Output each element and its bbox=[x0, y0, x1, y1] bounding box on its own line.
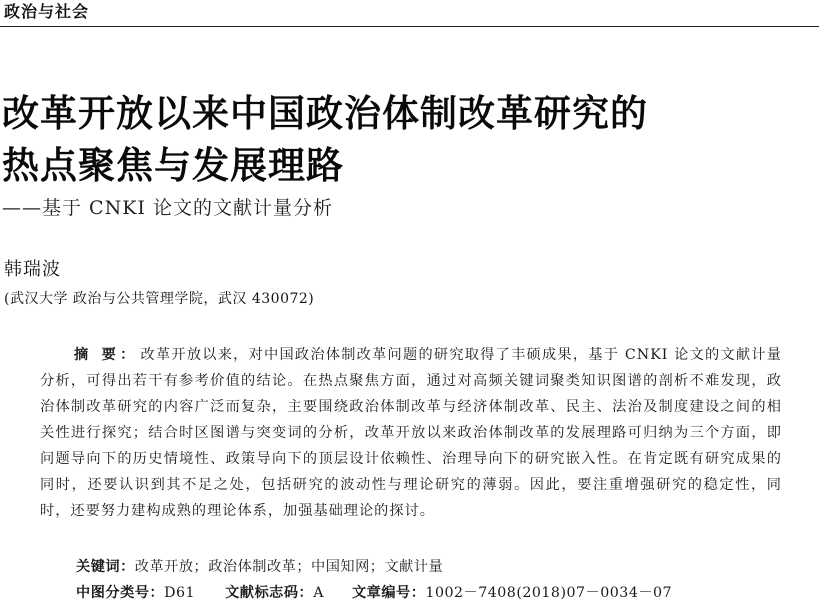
header-divider bbox=[0, 26, 819, 27]
author-name: 韩瑞波 bbox=[4, 259, 61, 280]
author-affiliation: (武汉大学 政治与公共管理学院，武汉 430072) bbox=[4, 291, 315, 307]
article-number-value: 1002－7408(2018)07－0034－07 bbox=[425, 585, 673, 601]
journal-header bbox=[0, 0, 819, 26]
clc-label: 中图分类号： bbox=[76, 585, 165, 601]
title-line-1: 改革开放以来中国政治体制改革研究的 bbox=[2, 92, 648, 135]
title-line-2: 热点聚焦与发展理路 bbox=[2, 144, 344, 187]
doc-code-value: A bbox=[313, 585, 324, 601]
abstract-label: 摘 要： bbox=[74, 347, 139, 363]
abstract bbox=[40, 342, 782, 524]
section-label: 政治与社会 bbox=[4, 2, 90, 21]
clc-value: D61 bbox=[164, 585, 196, 601]
article-number-label: 文章编号： bbox=[351, 585, 426, 601]
keywords-line bbox=[76, 556, 443, 578]
doc-code-label: 文献标志码： bbox=[225, 585, 314, 601]
article-subtitle: ——基于 CNKI 论文的文献计量分析 bbox=[2, 197, 333, 219]
keywords-label: 关键词： bbox=[76, 559, 135, 575]
keywords-text: 改革开放；政治体制改革；中国知网；文献计量 bbox=[134, 559, 444, 575]
article-title bbox=[2, 88, 814, 192]
abstract-text: 改革开放以来，对中国政治体制改革问题的研究取得了丰硕成果，基于 CNKI 论文的文献计量分析，可得出若干有参考价值的结论。在热点聚焦方面，通过对高频关键词聚类知识图谱的剖析不难发现，政治体制改革研究的内容广泛而复杂，主要围绕政治体制改革与经济体制改革、民主、法治及制度建设之间的相关性进行探究；结合时区图谱与突变词的分析，改革开放以来政治体制改革的发展理路可归纳为三个方面，即问题导向下的历史情境性、政策导向下的顶层设计依赖性、治理导向下的研究嵌入性。在肯定既有研究成果的同时，还要认识到其不足之处，包括研究的波动性与理论研究的薄弱。因此，要注重增强研究的稳定性，同时，还要努力建构成熟的理论体系，加强基础理论的探讨。 bbox=[40, 347, 782, 519]
classification-line bbox=[76, 582, 672, 604]
